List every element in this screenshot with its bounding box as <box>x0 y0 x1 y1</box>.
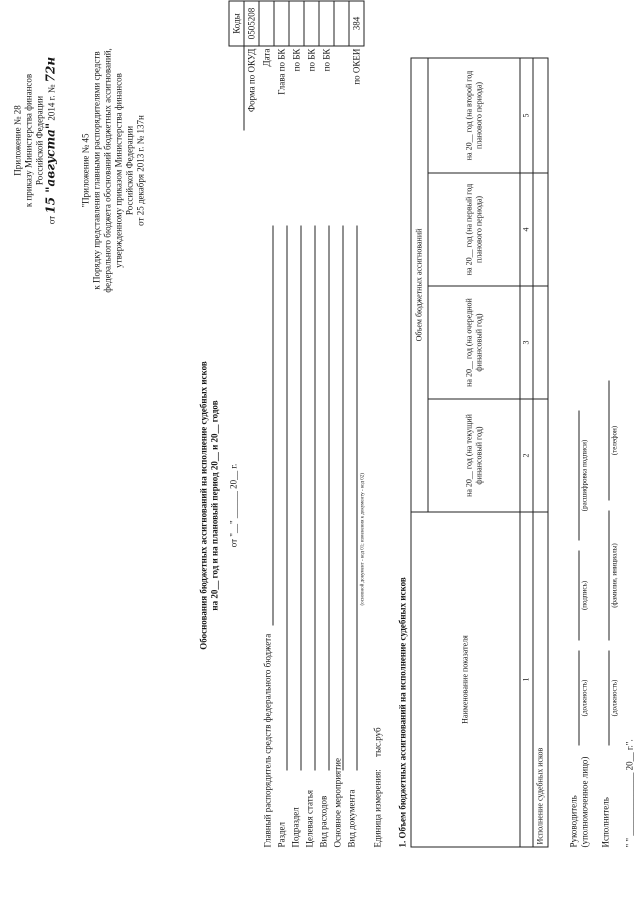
sub-appendix-title: "Приложение № 45 <box>80 132 90 208</box>
head-post-line <box>578 650 579 745</box>
head-sign-line <box>578 550 579 640</box>
code-label-bk-1: по БК <box>291 48 301 71</box>
form-date-line: от "__" ______ 20__ г. <box>228 463 238 547</box>
code-label-okud: Форма по ОКУД <box>246 48 257 112</box>
codes-box <box>228 0 364 130</box>
label-section: Раздел <box>276 821 286 847</box>
header-current-year: на 20__ год (на текущий финансовый год) <box>428 399 520 512</box>
sub-appendix-line-4: Российской Федерации <box>124 125 134 215</box>
handwritten-date: 15 "августа" <box>43 122 57 214</box>
code-value-bk-3 <box>319 1 334 46</box>
fill-line-section <box>286 225 287 770</box>
code-label-bk-2: по БК <box>306 48 316 71</box>
label-doc-type: Вид документа <box>346 789 356 847</box>
exec-name-line <box>608 510 609 640</box>
unit-value: тыс.руб <box>372 726 382 757</box>
table-row <box>533 58 548 847</box>
code-label-bk-3: по БК <box>321 48 331 71</box>
cell-second-plan-year <box>533 58 548 173</box>
col-number-5: 5 <box>520 58 533 173</box>
appendix-line-1: к приказу Министерства финансов <box>23 73 33 207</box>
col-number-2: 2 <box>520 399 533 512</box>
cell-first-plan-year <box>533 173 548 286</box>
signature-date-line: " " ______________ 20__ г.". <box>624 738 634 847</box>
appendix-header <box>12 15 57 265</box>
form-title-line-1: Обоснования бюджетных ассигнований на исполнение судебных исков <box>198 360 208 650</box>
cell-current-year <box>533 399 548 512</box>
code-value-date <box>259 1 274 46</box>
col-number-3: 3 <box>520 286 533 399</box>
code-value-okei: 384 <box>349 1 364 46</box>
col-number-1: 1 <box>520 512 533 847</box>
fill-line-doc-type <box>356 225 357 770</box>
label-target-article: Целевая статья <box>304 789 314 847</box>
header-budget-volume: Объем бюджетных ассигнований <box>411 58 428 512</box>
exec-phone-line <box>608 380 609 500</box>
exec-post-caption: (должность) <box>610 679 618 716</box>
head-label: Руководитель (уполномоченное лицо) <box>568 756 589 847</box>
form-title-line-2: на 20__ год и на плановый период 20__ и 20__ годов <box>209 399 219 611</box>
label-expense-type: Вид расходов <box>318 795 328 847</box>
label-distributor: Главный распорядитель средств федерального бюджета <box>262 633 272 847</box>
code-value-chapter <box>274 1 289 46</box>
head-sign-caption: (подпись) <box>580 580 588 610</box>
header-second-plan-year: на 20__ год (на второй год планового периода) <box>428 58 520 173</box>
code-label-date: Дата <box>261 48 271 67</box>
code-value-blank <box>334 1 349 46</box>
fill-line-target-article <box>314 225 315 770</box>
exec-label: Исполнитель <box>600 796 610 847</box>
handwritten-number: 72н <box>43 56 57 82</box>
head-decode-caption: (расшифровка подписи) <box>580 439 588 511</box>
header-next-year: на 20__ год (на очередной финансовый год) <box>428 286 520 399</box>
code-label-blank <box>334 46 349 130</box>
budget-table <box>410 57 548 847</box>
code-label-chapter: Глава по БК <box>276 48 286 95</box>
row-label-court-claims: Исполнение судебных исков <box>533 512 548 847</box>
section-title: 1. Объем бюджетных ассигнований на исполнение судебных исков <box>397 576 407 847</box>
unit-label: Единица измерения: тыс.руб <box>372 726 382 847</box>
col-number-4: 4 <box>520 173 533 286</box>
code-value-bk-2 <box>304 1 319 46</box>
appendix-line-2: Российской Федерации <box>34 95 44 185</box>
doc-type-hint: (основной документ - код 01; изменения к документу - код 02) <box>360 472 365 605</box>
header-indicator-name: Наименование показателя <box>411 512 520 847</box>
exec-phone-caption: (телефон) <box>610 425 618 455</box>
header-first-plan-year: на 20__ год (на первый год планового периода) <box>428 173 520 286</box>
head-decode-line <box>578 410 579 540</box>
exec-post-line <box>608 650 609 745</box>
label-subsection: Подраздел <box>290 806 300 847</box>
code-value-okud: 0505208 <box>244 1 259 46</box>
sub-appendix-line-2: федерального бюджета обоснований бюджетных ассигнований, <box>102 47 112 293</box>
sub-appendix-line-3: утвержденному приказом Министерства финансов <box>113 72 123 268</box>
sub-appendix-header <box>80 20 146 320</box>
fill-line-expense-type <box>328 225 329 770</box>
appendix-date: от 15 "августа" 2014 г. № 72н <box>43 56 57 224</box>
appendix-title: Приложение № 28 <box>12 104 22 176</box>
fill-line-distributor <box>272 225 273 625</box>
exec-name-caption: (фамилия, инициалы) <box>610 542 618 608</box>
sub-appendix-line-1: к Порядку представления главными распорядителями средств <box>91 50 101 290</box>
code-value-bk-1 <box>289 1 304 46</box>
label-main-activity: Основное мероприятие <box>332 757 342 847</box>
fill-line-main-activity <box>342 225 343 770</box>
form-title <box>198 295 220 715</box>
cell-next-year <box>533 286 548 399</box>
fill-line-subsection <box>300 225 301 770</box>
sub-appendix-line-5: от 25 декабря 2013 г. № 137н <box>135 114 145 226</box>
codes-header: Коды <box>229 1 244 46</box>
code-label-okei: по ОКЕИ <box>351 48 361 85</box>
head-post-caption: (должность) <box>580 679 588 716</box>
